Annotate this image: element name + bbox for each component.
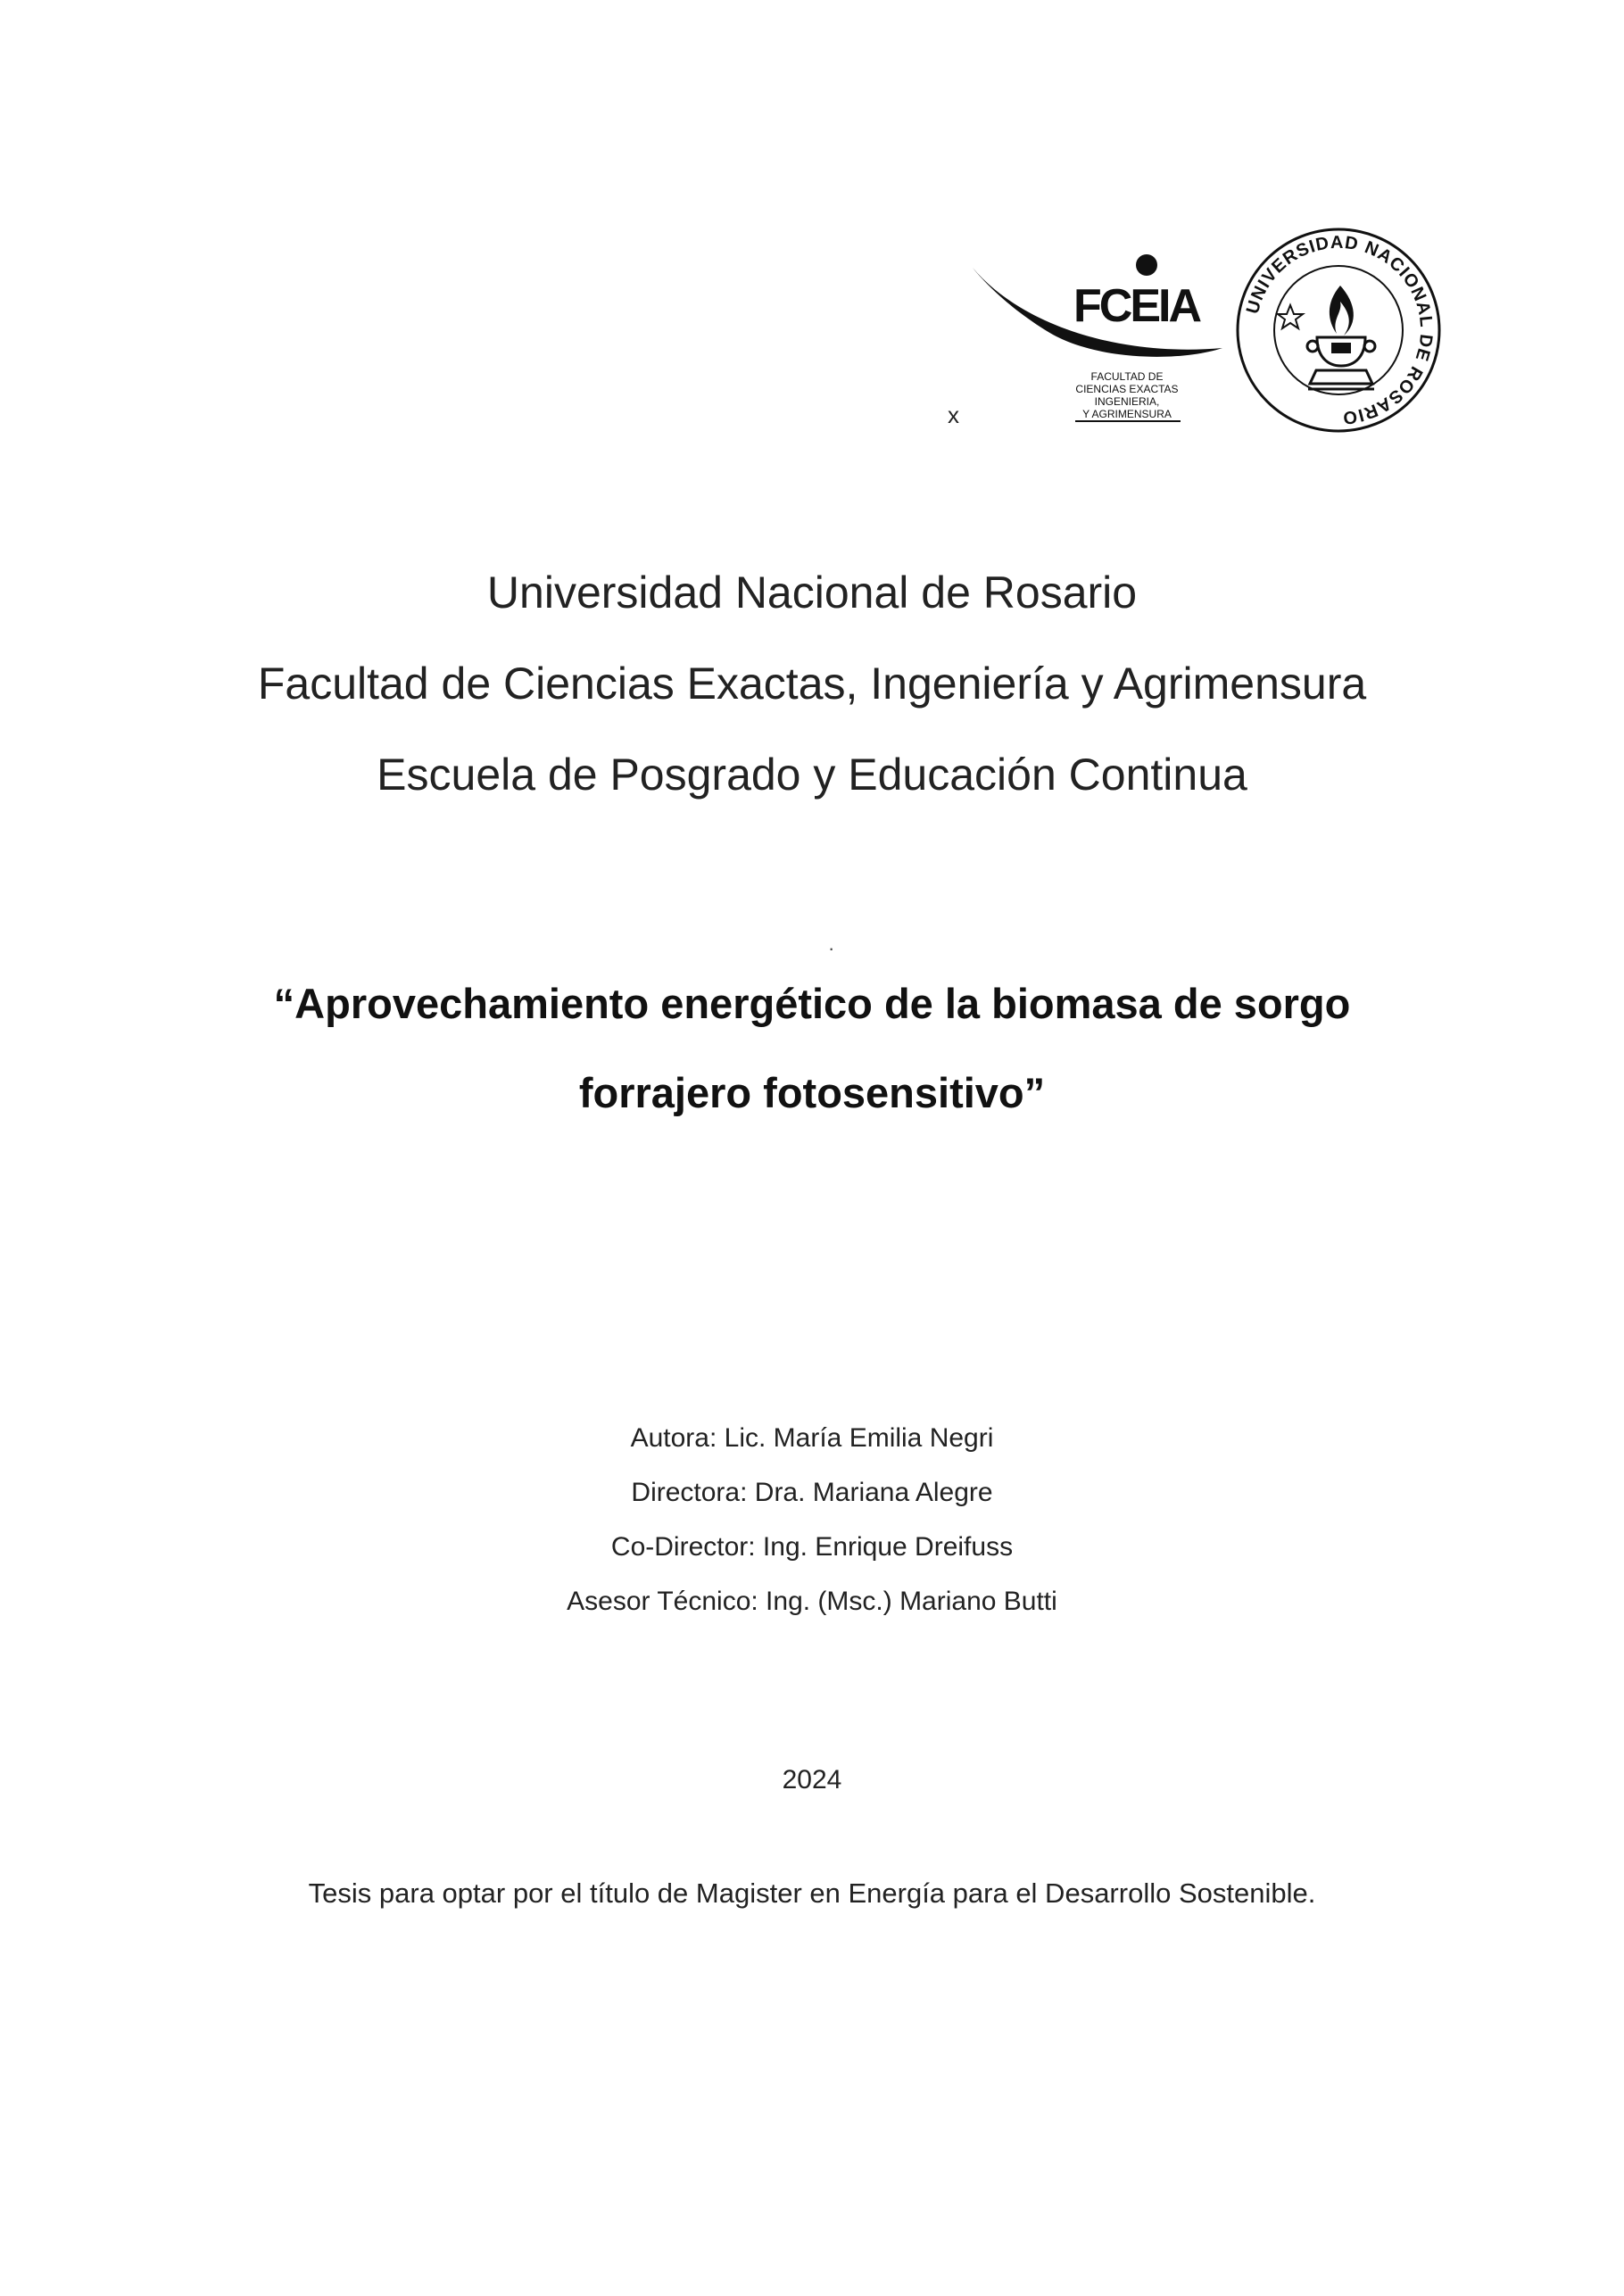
fceia-logo-text: FCEIA xyxy=(1073,280,1199,332)
fceia-logo xyxy=(968,250,1236,433)
year: 2024 xyxy=(782,1765,842,1795)
author-line: Autora: Lic. María Emilia Negri xyxy=(630,1423,994,1453)
advisor-line: Asesor Técnico: Ing. (Msc.) Mariano Butti xyxy=(567,1587,1057,1616)
stray-dot: · xyxy=(828,937,835,959)
co-director-line: Co-Director: Ing. Enrique Dreifuss xyxy=(610,1532,1014,1562)
thesis-title-line-2: forrajero fotosensitivo” xyxy=(578,1069,1046,1116)
stray-mark: x xyxy=(948,402,959,428)
director-line: Directora: Dra. Mariana Alegre xyxy=(631,1478,993,1507)
degree-statement: Tesis para optar por el título de Magister en Energía para el Desarrollo Sostenible. xyxy=(308,1877,1316,1909)
svg-text:UNIVERSIDAD NACIONAL DE ROSARI xyxy=(1243,233,1436,427)
fceia-caption-line-2: CIENCIAS EXACTAS xyxy=(1075,383,1179,395)
unr-seal xyxy=(1231,223,1446,437)
fceia-caption-line-4: Y AGRIMENSURA xyxy=(1082,408,1172,420)
school-name: Escuela de Posgrado y Educación Continua xyxy=(377,750,1247,800)
faculty-name: Facultad de Ciencias Exactas, Ingeniería y Agrimensura xyxy=(257,659,1367,709)
thesis-title-line-1: “Aprovechamiento energético de la biomasa de sorgo xyxy=(273,980,1351,1027)
university-name: Universidad Nacional de Rosario xyxy=(486,568,1138,618)
fceia-caption-line-1: FACULTAD DE xyxy=(1090,370,1164,383)
fceia-caption-line-3: INGENIERIA, xyxy=(1094,395,1160,408)
unr-seal-text: UNIVERSIDAD NACIONAL DE ROSARIO xyxy=(1242,232,1437,428)
